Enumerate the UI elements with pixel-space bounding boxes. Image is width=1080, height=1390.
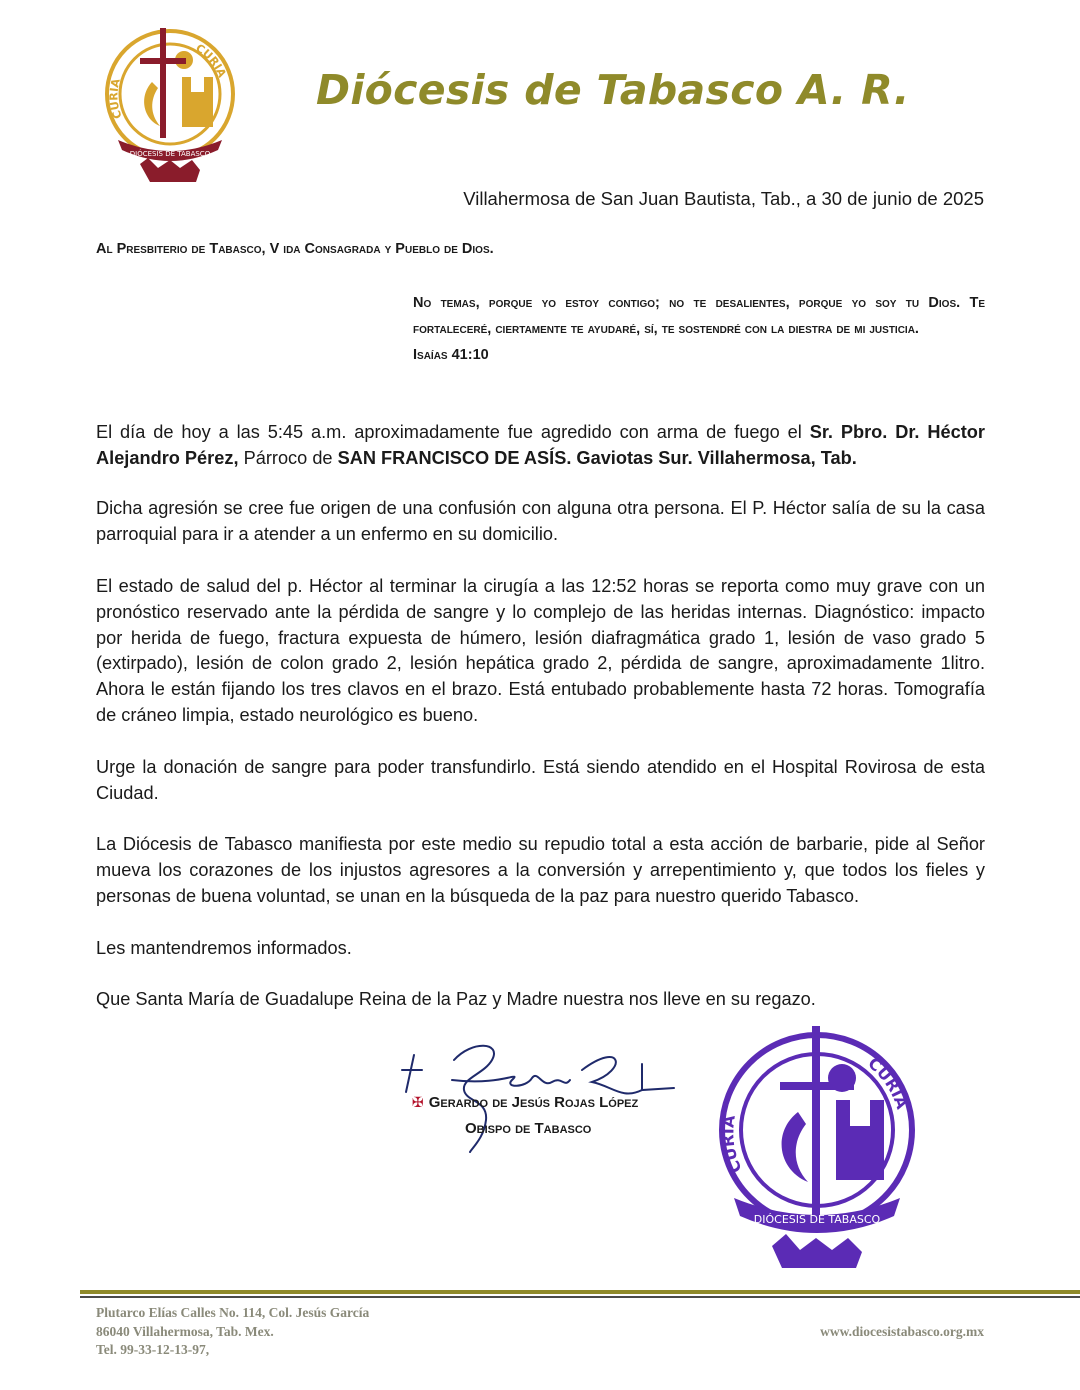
seal-text-left: CURIA xyxy=(718,1114,746,1176)
cross-pattee-icon: ✠ xyxy=(412,1094,424,1110)
bishop-title: Obispo de Tabasco xyxy=(465,1120,592,1137)
diocese-logo xyxy=(100,22,240,184)
footer-phone: Tel. 99-33-12-13-97, xyxy=(96,1342,210,1357)
p1-priest-name: Sr. Pbro. Dr. Héctor Alejandro Pérez, xyxy=(96,422,985,468)
footer-address-line1: Plutarco Elías Calles No. 114, Col. Jesús García xyxy=(96,1305,370,1320)
footer-address xyxy=(96,1304,369,1360)
footer-rule-dark xyxy=(80,1296,1080,1298)
p1-parish: SAN FRANCISCO DE ASÍS. Gaviotas Sur. Villahermosa, Tab. xyxy=(337,447,857,468)
footer-rule-olive xyxy=(80,1290,1080,1294)
seal-banner-text: DIÓCESIS DE TABASCO xyxy=(753,1213,881,1226)
diocese-title: Diócesis de Tabasco A. R. xyxy=(316,66,910,114)
letter-date: Villahermosa de San Juan Bautista, Tab., a 30 de junio de 2025 xyxy=(463,188,984,209)
bible-quote xyxy=(413,290,985,368)
logo-banner-text: DIÓCESIS DE TABASCO xyxy=(129,150,211,158)
logo-text-left: CURIA xyxy=(107,77,125,121)
signature-handwriting: + Jesús R L xyxy=(392,1026,398,1027)
curia-seal xyxy=(712,1020,922,1270)
paragraph-6: Les mantendremos informados. xyxy=(96,938,352,958)
bishop-name-line xyxy=(412,1094,638,1111)
quote-reference: Isaías 41:10 xyxy=(413,347,489,363)
logo-text-right: CURIA xyxy=(193,41,229,80)
paragraph-3: El estado de salud del p. Héctor al terminar la cirugía a las 12:52 horas se reporta como muy grave con un pronóstico reservado ante la pérdida de sangre y lo complejo de las heridas internas. Diagnóstico: impacto por herida de fuego, fractura expuesta de húmero, lesión diafragmática grado 1, lesión de vaso grado 5 (extirpado), lesión de colon grado 2, lesión hepática grado 2, pérdida de sangre, aproximadamente 1litro. Ahora le están fijando los tres clavos en el brazo. Está entubado probablemente hasta 72 horas. Tomografía de cráneo limpia, estado neurológico es bueno. xyxy=(96,576,985,725)
footer-address-line2: 86040 Villahermosa, Tab. Mex. xyxy=(96,1323,274,1339)
p1-text-a: El día de hoy a las 5:45 a.m. aproximadamente fue agredido con arma de fuego el xyxy=(96,422,810,442)
footer-website-link[interactable]: www.diocesistabasco.org.mx xyxy=(820,1324,984,1339)
paragraph-7: Que Santa María de Guadalupe Reina de la Paz y Madre nuestra nos lleve en su regazo. xyxy=(96,989,816,1009)
paragraph-2: Dicha agresión se cree fue origen de una confusión con alguna otra persona. El P. Héctor salía de su la casa parroquial para ir a atender a un enfermo en su domicilio. xyxy=(96,498,985,544)
salutation: Al Presbiterio de Tabasco, V ida Consagrada y Pueblo de Dios. xyxy=(96,241,494,257)
p1-text-c: Párroco de xyxy=(238,447,338,468)
bishop-name: Gerardo de Jesús Rojas López xyxy=(428,1094,639,1111)
seal-text-right: CURIA xyxy=(864,1053,912,1112)
paragraph-5: La Diócesis de Tabasco manifiesta por este medio su repudio total a esta acción de barbarie, pide al Señor mueva los corazones de los injustos agresores a la conversión y arrepentimiento y, que todos los fieles y personas de buena voluntad, se unan en la búsqueda de la paz para nuestro querido Tabasco. xyxy=(96,834,985,906)
quote-text: No temas, porque yo estoy contigo; no te desalientes, porque yo soy tu Dios. Te fortaleceré, ciertamente te ayudaré, sí, te sostendré con la diestra de mi justicia. xyxy=(413,295,985,337)
paragraph-1 xyxy=(96,420,985,472)
paragraph-4: Urge la donación de sangre para poder transfundirlo. Está siendo atendido en el Hospital Rovirosa de esta Ciudad. xyxy=(96,757,985,803)
